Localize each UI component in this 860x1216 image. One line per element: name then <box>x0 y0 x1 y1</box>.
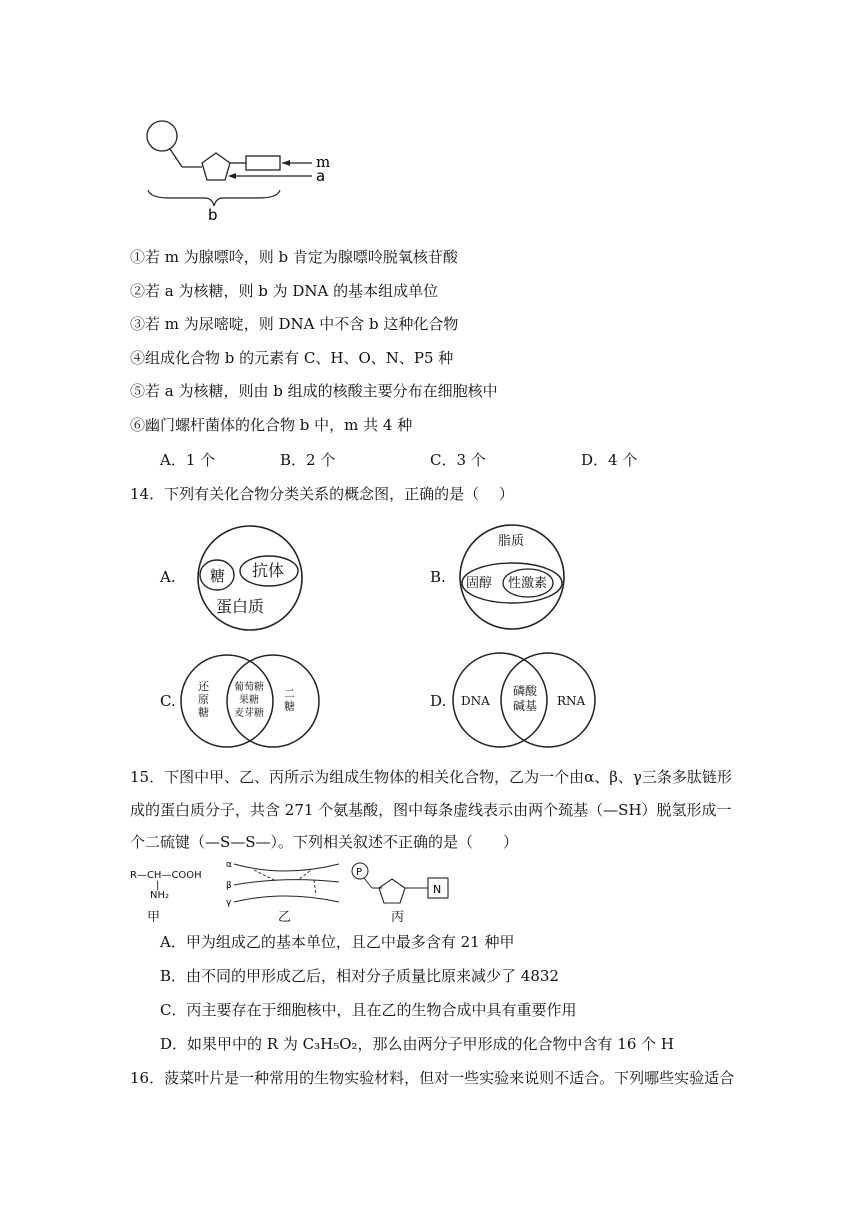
alpha-label: α <box>226 860 232 870</box>
q14-d-dna: DNA <box>461 694 490 708</box>
label-m: m <box>316 153 331 171</box>
q15-stem-line-2: 成的蛋白质分子，共含 271 个氨基酸，图中每条虚线表示由两个巯基（—SH）脱氢形成一 <box>130 801 732 819</box>
q14-option-a-letter[interactable]: A. <box>160 568 176 586</box>
gamma-label: γ <box>226 898 232 908</box>
statement-6: ⑥幽门螺杆菌体的化合物 b 中，m 共 4 种 <box>130 416 413 434</box>
q15-stem-line-3: 个二硫键（—S—S—）。下列相关叙述不正确的是（ ） <box>130 833 519 851</box>
brace-b <box>148 190 280 206</box>
q15-option-b[interactable]: B．由不同的甲形成乙后，相对分子质量比原来减少了 4832 <box>160 967 559 985</box>
beta-label: β <box>226 881 232 891</box>
q14-c-reducing-sugar <box>198 680 209 719</box>
q14-c-fructose: 果糖 <box>239 695 259 706</box>
q14-b-sterol: 固醇 <box>466 576 493 591</box>
q14-b-sex-hormone: 性激素 <box>508 576 548 591</box>
protein-chains <box>224 858 342 908</box>
statement-4: ④组成化合物 b 的元素有 C、H、O、N、P5 种 <box>130 349 454 367</box>
q15-option-c[interactable]: C．丙主要存在于细胞核中，且在乙的生物合成中具有重要作用 <box>160 1001 577 1019</box>
base-rectangle <box>246 156 280 170</box>
statement-3: ③若 m 为尿嘧啶，则 DNA 中不含 b 这种化合物 <box>130 315 459 333</box>
label-a: a <box>316 167 326 185</box>
phosphate-circle <box>147 121 177 151</box>
q14-a-antibody: 抗体 <box>252 561 285 580</box>
pentose-pentagon <box>202 153 230 180</box>
q15-stem-line-1: 15．下图中甲、乙、丙所示为组成生物体的相关化合物，乙为一个由α、β、γ三条多肽链形 <box>130 768 732 786</box>
q14-c-left-char: 糖 <box>198 706 209 719</box>
q13-option-a[interactable]: A．1 个 <box>160 451 216 469</box>
q14-c-disaccharide <box>284 687 295 713</box>
bing-caption: 丙 <box>391 910 405 925</box>
base-n: N <box>433 883 442 896</box>
statement-1: ①若 m 为腺嘌呤，则 b 肯定为腺嘌呤脱氧核苷酸 <box>130 248 458 266</box>
q13-option-b[interactable]: B．2 个 <box>280 451 336 469</box>
q14-c-right-char: 糖 <box>284 700 295 713</box>
q14-stem: 14．下列有关化合物分类关系的概念图，正确的是（ ） <box>130 485 514 503</box>
formula-bond: | <box>156 880 160 891</box>
q15-option-d[interactable]: D．如果甲中的 R 为 C₃H₅O₂，那么由两分子甲形成的化合物中含有 16 个 H <box>160 1035 674 1053</box>
q14-option-d-letter[interactable]: D. <box>430 692 447 710</box>
q13-option-c[interactable]: C．3 个 <box>430 451 486 469</box>
q14-option-c-letter[interactable]: C. <box>160 692 176 710</box>
q14-c-maltose: 麦芽糖 <box>234 708 264 719</box>
q14-c-left-char: 还 <box>198 680 209 693</box>
q16-stem: 16．菠菜叶片是一种常用的生物实验材料，但对一些实验来说则不适合。下列哪些实验适合 <box>130 1069 735 1087</box>
nucleotide-diagram <box>140 118 340 228</box>
q14-d-base: 碱基 <box>512 699 537 713</box>
formula-amino-group: NH₂ <box>150 890 170 901</box>
phosphate-p: P <box>356 867 363 878</box>
q14-c-right-char: 二 <box>284 687 295 700</box>
yi-caption: 乙 <box>278 910 292 925</box>
q14-d-phosphate: 磷酸 <box>512 684 537 698</box>
q14-c-overlap <box>229 681 269 720</box>
q15-option-a[interactable]: A．甲为组成乙的基本单位，且乙中最多含有 21 种甲 <box>160 933 515 951</box>
statement-5: ⑤若 a 为核糖，则由 b 组成的核酸主要分布在细胞核中 <box>130 382 498 400</box>
amino-acid-formula <box>130 870 202 902</box>
q14-d-rna: RNA <box>557 694 586 708</box>
q14-a-sugar: 糖 <box>210 567 226 585</box>
statement-2: ②若 a 为核糖，则 b 为 DNA 的基本组成单位 <box>130 282 439 300</box>
nucleotide-small <box>350 862 460 908</box>
q13-option-d[interactable]: D．4 个 <box>581 451 638 469</box>
q14-option-b-letter[interactable]: B. <box>430 568 446 586</box>
q14-c-left-char: 原 <box>198 693 209 706</box>
label-b: b <box>208 206 218 224</box>
q14-c-glucose: 葡萄糖 <box>234 682 264 693</box>
q14-d-overlap <box>508 684 542 714</box>
q14-b-lipid: 脂质 <box>498 534 525 549</box>
q14-a-protein: 蛋白质 <box>216 597 265 616</box>
jia-caption: 甲 <box>147 910 161 925</box>
formula-main: R—CH—COOH <box>130 870 202 881</box>
